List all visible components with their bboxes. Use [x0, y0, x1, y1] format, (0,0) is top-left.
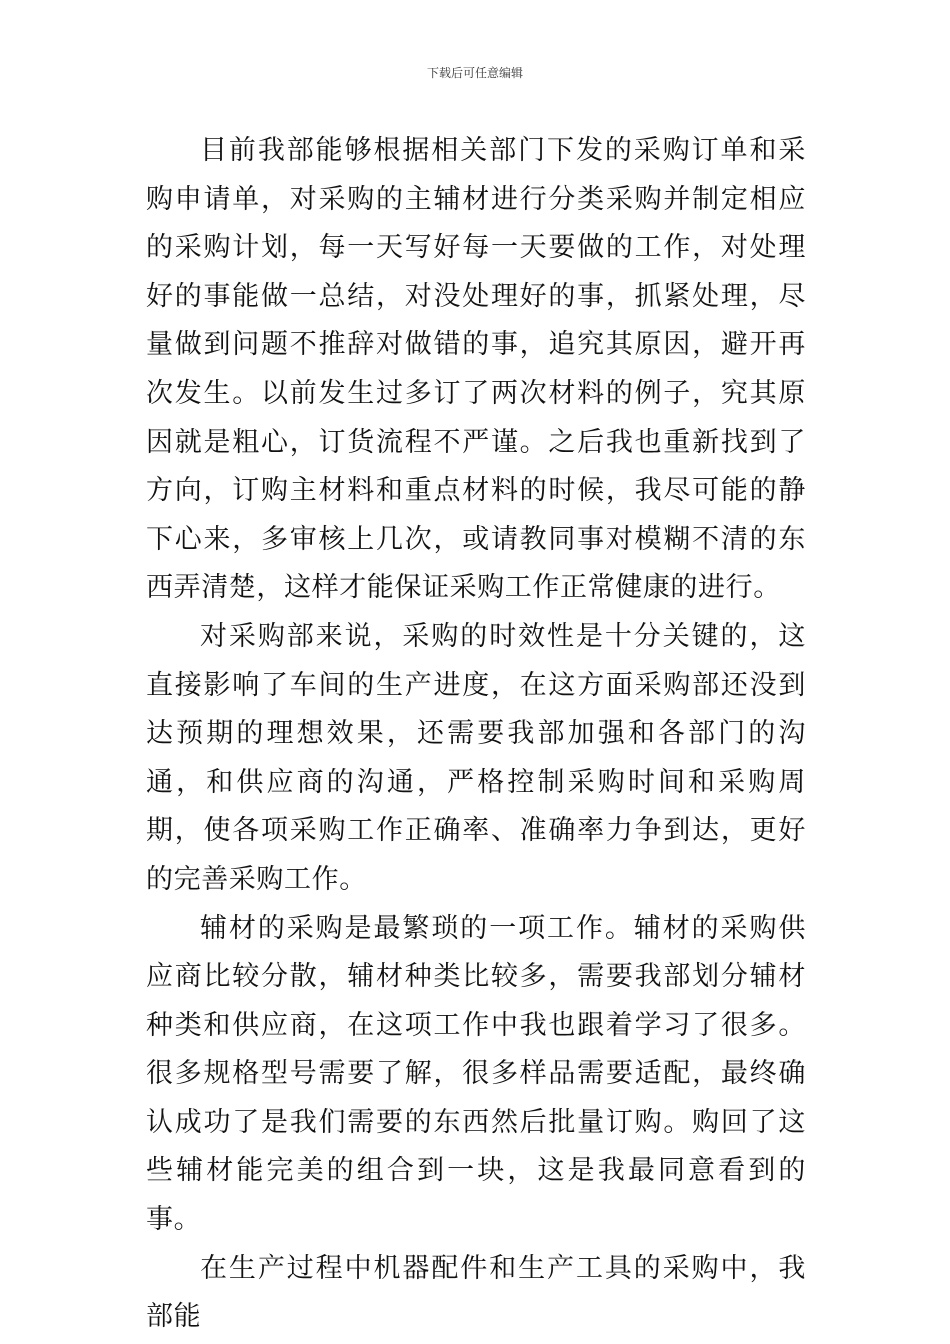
paragraph-1: 目前我部能够根据相关部门下发的采购订单和采购申请单，对采购的主辅材进行分类采购并制定相应的采购计划，每一天写好每一天要做的工作，对处理好的事能做一总结，对没处理好的事，抓紧处理，尽量做到问题不推辞对做错的事，追究其原因，避开再次发生。以前发生过多订了两次材料的例子，究其原因就是粗心，订货流程不严谨。之后我也重新找到了方向，订购主材料和重点材料的时候，我尽可能的静下心来，多审核上几次，或请教同事对模糊不清的东西弄清楚，这样才能保证采购工作正常健康的进行。 — [146, 135, 806, 604]
paragraph-3: 辅材的采购是最繁琐的一项工作。辅材的采购供应商比较分散，辅材种类比较多，需要我部划分辅材种类和供应商，在这项工作中我也跟着学习了很多。很多规格型号需要了解，很多样品需要适配，最终确认成功了是我们需要的东西然后批量订购。购回了这些辅材能完美的组合到一块，这是我最同意看到的事。 — [146, 912, 806, 1236]
page-header-note: 下载后可任意编辑 — [426, 66, 523, 80]
paragraph-2: 对采购部来说，采购的时效性是十分关键的，这直接影响了车间的生产进度，在这方面采购部还没到达预期的理想效果，还需要我部加强和各部门的沟通，和供应商的沟通，严格控制采购时间和采购周期，使各项采购工作正确率、准确率力争到达，更好的完善采购工作。 — [146, 620, 806, 895]
paragraph-4: 在生产过程中机器配件和生产工具的采购中，我部能 — [146, 1252, 806, 1333]
document-body — [146, 127, 806, 1342]
